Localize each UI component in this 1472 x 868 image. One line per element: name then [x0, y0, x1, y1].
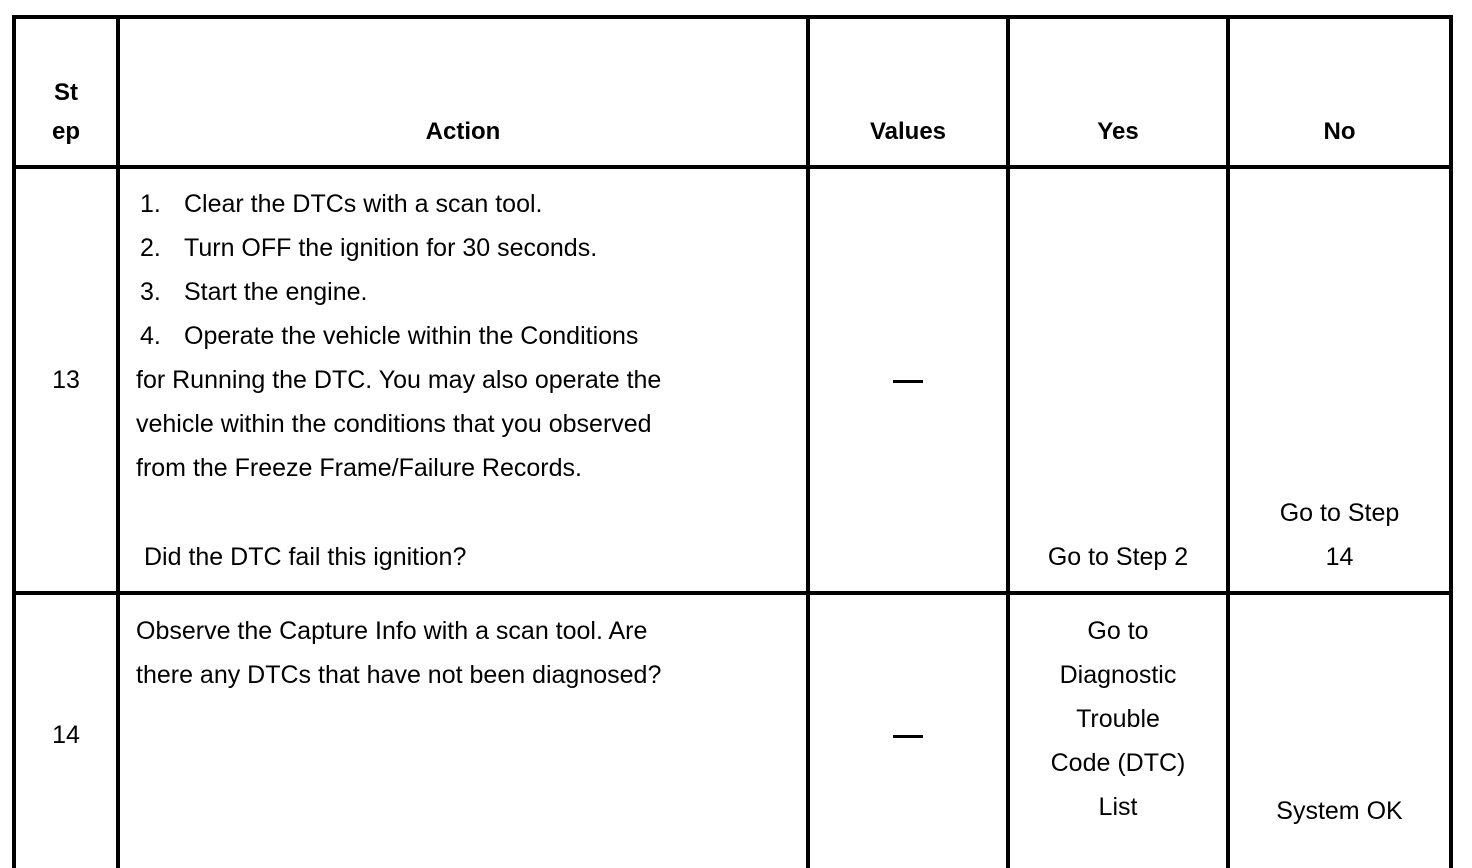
header-row: [14, 17, 1451, 167]
action-item-2: 2. Turn OFF the ignition for 30 seconds.: [140, 234, 598, 262]
action-cell: [118, 593, 808, 868]
yes-link[interactable]: Go to Diagnostic Trouble Code (DTC) List: [1050, 617, 1186, 821]
action-continuation-2: vehicle within the conditions that you observed: [136, 410, 652, 438]
yes-cell: [1008, 167, 1228, 593]
table-row-13: [14, 167, 1451, 593]
header-yes: Yes: [1008, 17, 1228, 167]
no-cell: [1228, 593, 1451, 868]
action-question: Did the DTC fail this ignition?: [144, 543, 467, 571]
header-step-line-2: ep: [51, 118, 80, 145]
header-step-line-1: St: [54, 79, 78, 106]
header-no: No: [1228, 17, 1451, 167]
action-continuation-1: for Running the DTC. You may also operate the: [136, 366, 662, 394]
values-dash: [893, 735, 923, 738]
step-cell: 13: [14, 167, 118, 593]
action-line-2: there any DTCs that have not been diagnosed?: [136, 661, 662, 689]
diagnostic-table: [12, 15, 1453, 868]
no-link[interactable]: Go to Step 14: [1279, 499, 1400, 571]
no-cell: [1228, 167, 1451, 593]
action-cell: [118, 167, 808, 593]
action-item-4: 4. Operate the vehicle within the Conditions: [140, 322, 639, 350]
yes-cell: [1008, 593, 1228, 868]
header-values: Values: [808, 17, 1008, 167]
action-continuation-3: from the Freeze Frame/Failure Records.: [136, 454, 582, 482]
header-action: Action: [118, 17, 808, 167]
table-row-14: [14, 593, 1451, 868]
header-step: [14, 17, 118, 167]
action-item-1: 1. Clear the DTCs with a scan tool.: [140, 190, 543, 218]
yes-link[interactable]: Go to Step 2: [1047, 543, 1189, 571]
action-line-1: Observe the Capture Info with a scan tool. Are: [136, 617, 648, 645]
values-cell: [808, 167, 1008, 593]
values-dash: [893, 380, 923, 383]
step-cell: 14: [14, 593, 118, 868]
action-item-3: 3. Start the engine.: [140, 278, 368, 306]
no-link[interactable]: System OK: [1276, 797, 1403, 825]
values-cell: [808, 593, 1008, 868]
